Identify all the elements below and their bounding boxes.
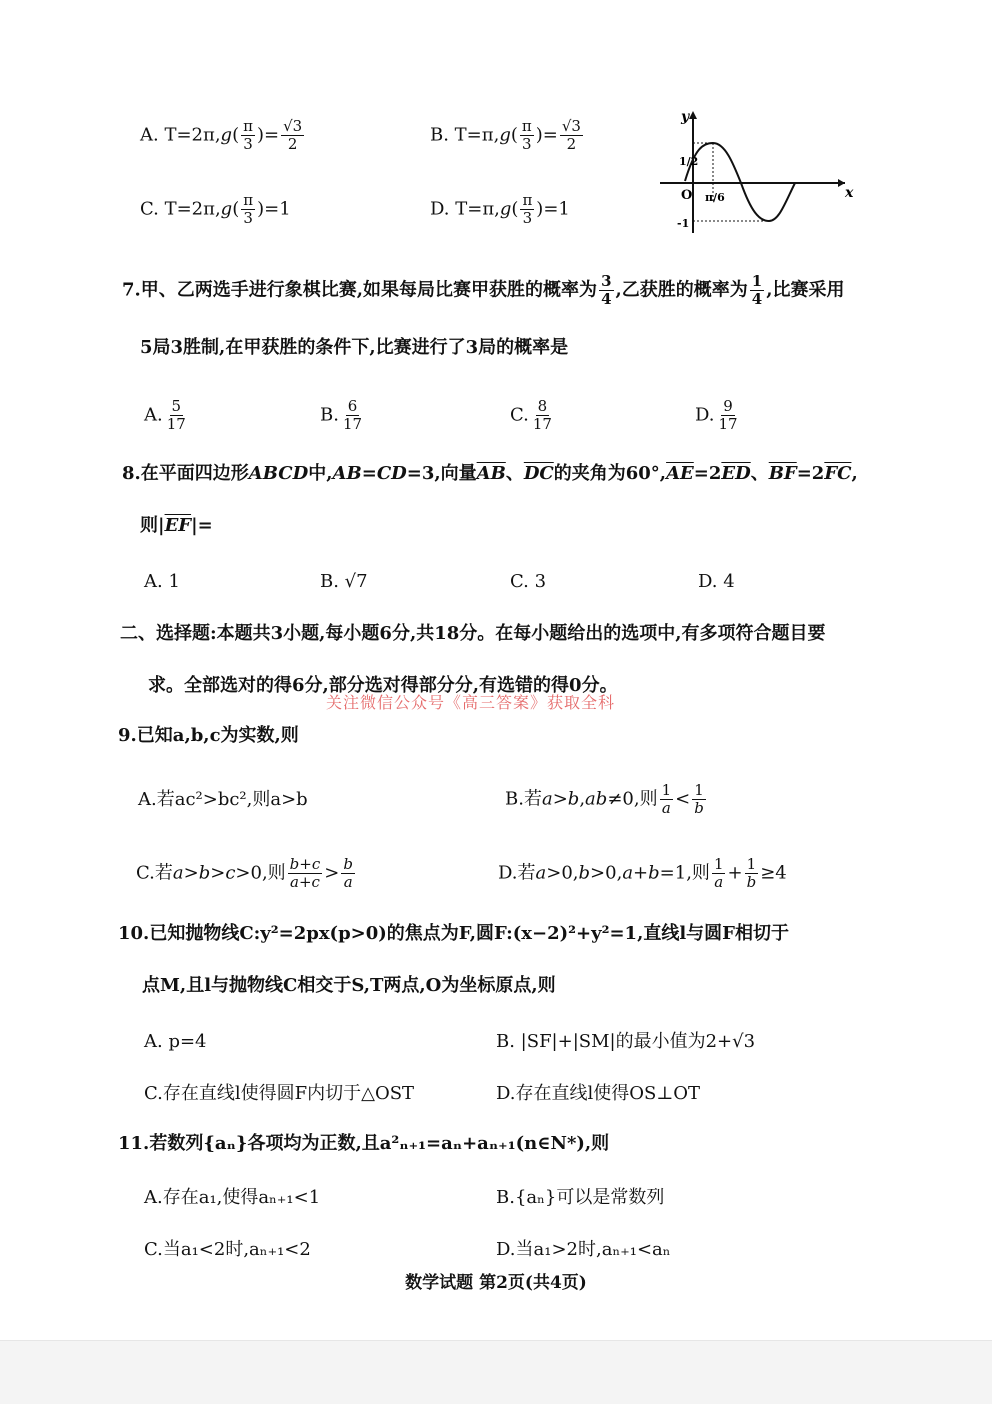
origin-label: O xyxy=(681,188,693,203)
q10-option-d: D.存在直线l使得OS⊥OT xyxy=(496,1083,701,1104)
page-footer: 数学试题 第2页(共4页) xyxy=(405,1273,587,1293)
q11-option-b: B.{aₙ}可以是常数列 xyxy=(496,1187,665,1208)
q8-option-c: C. 3 xyxy=(510,571,547,592)
bottom-margin xyxy=(0,1340,992,1404)
q9-option-a: A.若ac²>bc²,则a>b xyxy=(138,789,308,810)
x-label: x xyxy=(845,185,854,201)
q9-option-c: C.若a>b>c>0,则 $\frac{b+c}{a+c}$ > $\frac{b}{a}$ xyxy=(136,855,353,891)
q10-line2: 点M,且l与抛物线C相交于S,T两点,O为坐标原点,则 xyxy=(142,975,556,996)
x-axis-arrow xyxy=(838,179,845,187)
q8-line2: 则$|\overline{EF}|=$ xyxy=(140,515,213,536)
q10-line1: 10.已知抛物线C:y²=2px(p>0)的焦点为F,圆F:(x−2)²+y²=1,直线l与圆F相切于 xyxy=(118,923,789,944)
q10-option-a: A. p=4 xyxy=(144,1031,207,1052)
q11-option-a: A.存在a₁,使得aₙ₊₁<1 xyxy=(144,1187,321,1208)
q11-option-d: D.当a₁>2时,aₙ₊₁<aₙ xyxy=(496,1239,671,1260)
q8-option-a: A. 1 xyxy=(144,571,180,592)
q9-stem: 9.已知a,b,c为实数,则 xyxy=(118,725,299,746)
q7-option-d: D. $\frac{9}{17}$ xyxy=(695,397,738,433)
q9-option-b: B.若a>b,ab≠0,则 $\frac{1}{a}$ < $\frac{1}{b}$ xyxy=(505,781,704,817)
q7-option-a: A. $\frac{5}{17}$ xyxy=(144,397,186,433)
q10-option-c: C.存在直线l使得圆F内切于△OST xyxy=(144,1083,415,1104)
q8-option-d: D. 4 xyxy=(698,571,735,592)
watermark: 关注微信公众号《高三答案》获取全科 xyxy=(326,693,616,712)
y-axis-arrow xyxy=(689,111,697,119)
sine-graph xyxy=(655,103,865,238)
half-label: 1/2 xyxy=(679,155,699,168)
section2-line2: 求。全部选对的得6分,部分选对得部分分,有选错的得0分。 xyxy=(148,675,618,696)
q7-line2: 5局3胜制,在甲获胜的条件下,比赛进行了3局的概率是 xyxy=(140,337,569,358)
neg-one-label: -1 xyxy=(677,217,690,230)
q6-option-a: A. T=2π,g( $\frac{\pi}{3}$ )= $\frac{√3}{2}$ xyxy=(140,117,303,153)
y-label: y xyxy=(681,109,690,125)
q6-option-c: C. T=2π,g( $\frac{\pi}{3}$ )=1 xyxy=(140,191,291,227)
section2-line1: 二、选择题:本题共3小题,每小题6分,共18分。在每小题给出的选项中,有多项符合题目要 xyxy=(120,623,826,644)
q6-option-d: D. T=π,g( $\frac{\pi}{3}$ )=1 xyxy=(430,191,570,227)
q10-option-b: B. |SF|+|SM|的最小值为2+√3 xyxy=(496,1031,756,1052)
q7-line1: 7.甲、乙两选手进行象棋比赛,如果每局比赛甲获胜的概率为 $\frac{3}{4}$ ,乙获胜的概率为 $\frac{1}{4}$ ,比赛采用 xyxy=(122,272,845,308)
q11-stem: 11.若数列{aₙ}各项均为正数,且a²ₙ₊₁=aₙ+aₙ₊₁(n∈N*),则 xyxy=(118,1133,610,1154)
q9-option-d: D.若a>0,b>0,a+b=1,则 $\frac{1}{a}$ + $\frac{1}{b}$ ≥4 xyxy=(498,855,787,891)
pi-six-label: π/6 xyxy=(705,191,725,204)
q8-line1: 8.在平面四边形ABCD中,AB=CD=3,向量$\overline{AB}$、$\overline{DC}$的夹角为$60^\circ,\overline{AE}=2\overline{ED}$、$\overline{BF}=2\overline{FC}$, xyxy=(122,463,858,484)
q11-option-c: C.当a₁<2时,aₙ₊₁<2 xyxy=(144,1239,311,1260)
q7-option-b: B. $\frac{6}{17}$ xyxy=(320,397,363,433)
q6-option-b: B. T=π,g( $\frac{\pi}{3}$ )= $\frac{√3}{2}$ xyxy=(430,117,581,153)
q7-option-c: C. $\frac{8}{17}$ xyxy=(510,397,552,433)
q8-option-b: B. √7 xyxy=(320,571,368,592)
